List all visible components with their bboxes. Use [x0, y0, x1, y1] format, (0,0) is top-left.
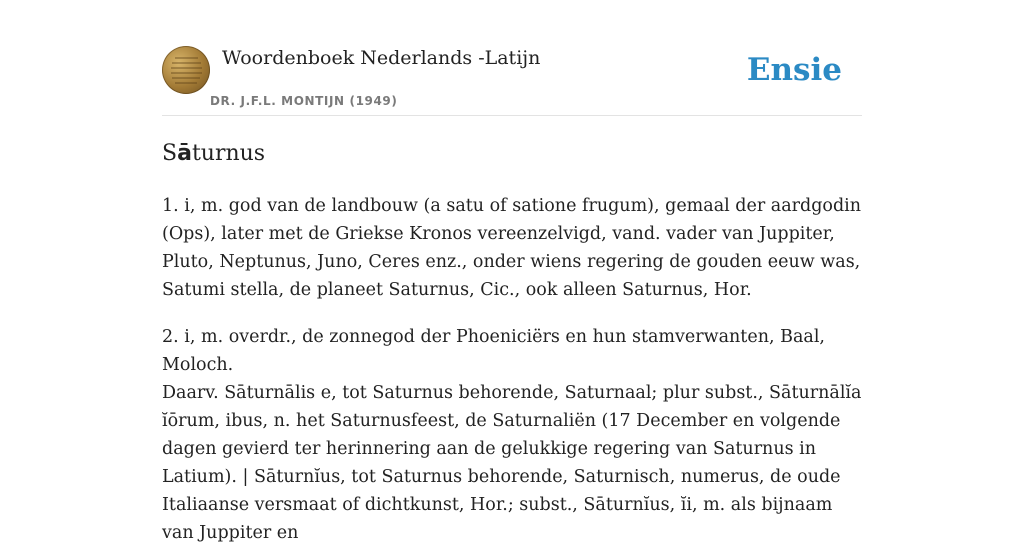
book-cover-icon[interactable]: [162, 46, 210, 94]
definition-2: 2. i, m. overdr., de zonnegod der Phoeniciërs en hun stamverwanten, Baal, Moloch.: [162, 327, 825, 375]
headword-suffix: turnus: [191, 141, 266, 166]
headword-macron-letter: ā: [177, 141, 192, 166]
header-divider: [162, 115, 862, 116]
header: [162, 46, 862, 116]
definition-1: 1. i, m. god van de landbouw (a satu of satione frugum), gemaal der aardgodin (Ops), later met de Griekse Kronos vereenzelvigd, vand. vader van Juppiter, Pluto, Neptunus, Juno, Ceres enz., onder wiens regering de gouden eeuw was, Satumi stella, de planeet Saturnus, Cic., ook alleen Saturnus, Hor.: [162, 196, 862, 300]
entry-headword: [162, 141, 265, 166]
book-title[interactable]: Woordenboek Nederlands -Latijn: [222, 47, 541, 69]
derivatives-paragraph: Daarv. Sāturnālis e, tot Saturnus behorende, Saturnaal; plur subst., Sāturnālĭa ĭōrum, ibus, n. het Saturnusfeest, de Saturnaliën (17 December en volgende dagen gevierd ter herinnering aan de gelukkige regering van Saturnus in Latium). | Sāturnĭus, tot Saturnus behorende, Saturnisch, numerus, de oude Italiaanse versmaat of dichtkunst, Hor.; subst., Sāturnĭus, ĭi, m. als bijnaam van Juppiter en: [162, 383, 862, 543]
headword-prefix: S: [162, 141, 178, 166]
site-logo[interactable]: Ensie: [746, 52, 842, 88]
book-author: DR. J.F.L. MONTIJN (1949): [210, 94, 398, 108]
